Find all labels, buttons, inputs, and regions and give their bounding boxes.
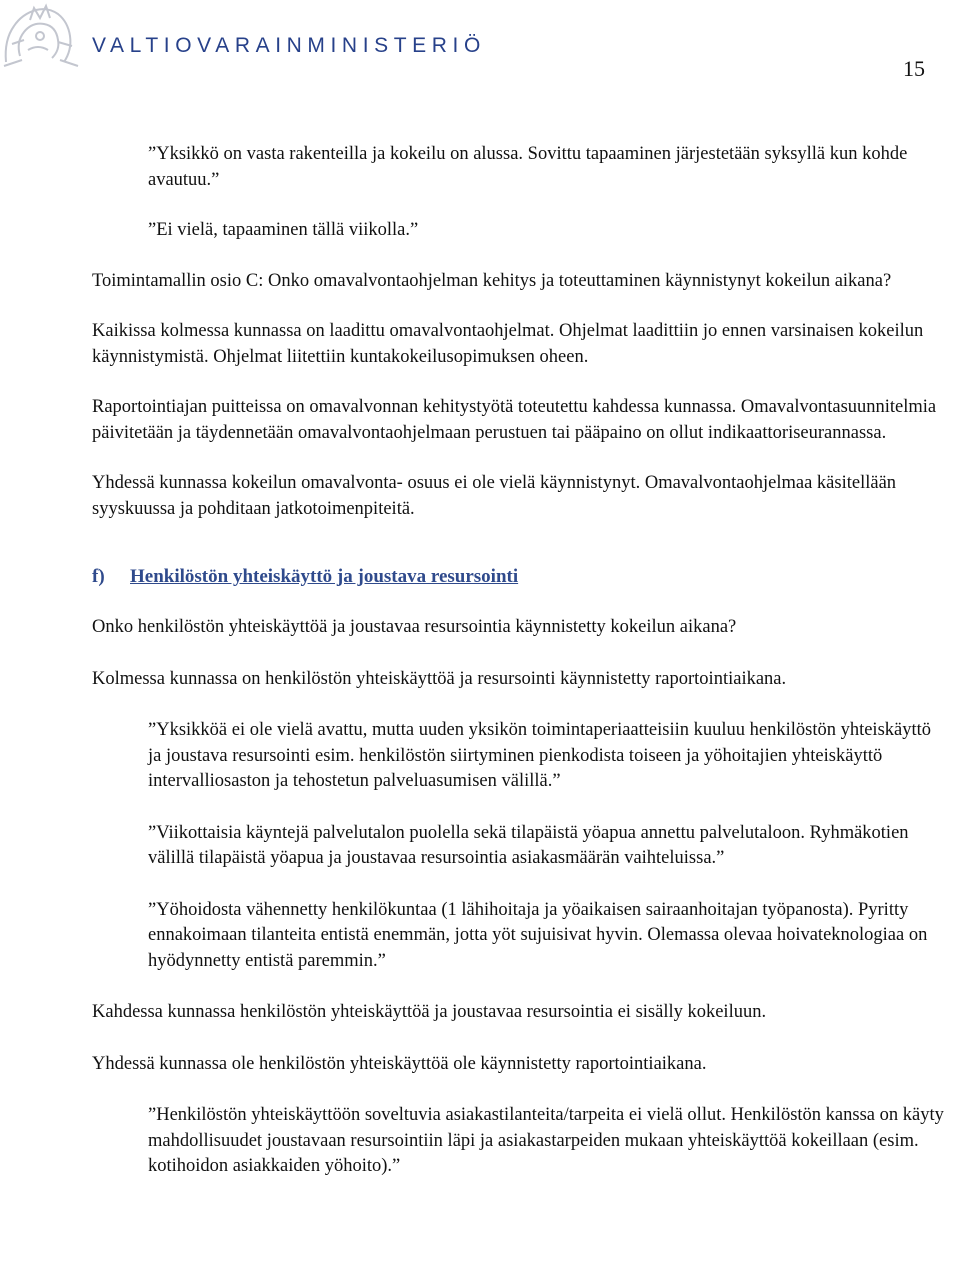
section-marker: f) [92, 566, 105, 587]
quote-paragraph: ”Yksikköä ei ole vielä avattu, mutta uuden yksikön toimintaperiaatteisiin kuuluu henkilöstön yhteiskäyttö ja joustava resursointi esim. henkilöstön siirtyminen pienkodista toiseen ja yöhoitajien yhteiskäyttö intervalliosaston ja tehostetun palveluasumisen välillä.” [148, 720, 932, 791]
quote-paragraph: ”Viikottaisia käyntejä palvelutalon puolella sekä tilapäistä yöapua annettu palvelutaloon. Ryhmäkotien välillä tilapäistä yöapua ja joustavaa resursointia asiakasmäärän vaihteluissa.” [148, 822, 909, 868]
document-body [92, 142, 948, 1180]
section-heading [92, 564, 948, 590]
quote-paragraph: ”Henkilöstön yhteiskäyttöön soveltuvia asiakastilanteita/tarpeita ei vielä ollut. Henkilöstön kanssa on käyty mahdollisuudet joustavaan resursointiin läpi ja asiakastarpeiden mukaan yhteiskäyttöä kokeillaan (esim. kotihoidon asiakkaiden yöhoito).” [148, 1105, 944, 1176]
page-header [0, 0, 960, 90]
quote-paragraph: ”Yöhoidosta vähennetty henkilökuntaa (1 lähihoitaja ja yöaikaisen sairaanhoitajan työpanosta). Pyritty ennakoimaan tilanteita entistä enemmän, jotta yöt sujuisivat hyvin. Olemassa olevaa hoivateknologiaa on hyödynnetty entistä paremmin.” [148, 899, 928, 971]
body-paragraph: Kolmessa kunnassa on henkilöstön yhteiskäyttöä ja resursointi käynnistetty raportointiaikana. [92, 668, 787, 689]
ministry-name: VALTIOVARAINMINISTERIÖ [92, 34, 486, 57]
quote-paragraph: ”Yksikkö on vasta rakenteilla ja kokeilu on alussa. Sovittu tapaaminen järjestetään syksyllä kun kohde avautuu.” [148, 144, 908, 190]
body-paragraph: Yhdessä kunnassa kokeilun omavalvonta- osuus ei ole vielä käynnistynyt. Omavalvontaohjelmaa käsitellään syyskuussa ja pohditaan jatkotoimenpiteitä. [92, 473, 897, 519]
body-paragraph: Kahdessa kunnassa henkilöstön yhteiskäyttöä ja joustavaa resursointia ei sisälly kokeiluun. [92, 1002, 767, 1022]
section-title: Henkilöstön yhteiskäyttö ja joustava resursointi [130, 566, 519, 587]
body-paragraph: Toimintamallin osio C: Onko omavalvontaohjelman kehitys ja toteuttaminen käynnistynyt kokeilun aikana? [92, 270, 892, 291]
quote-paragraph: ”Ei vielä, tapaaminen tällä viikolla.” [148, 220, 419, 240]
lion-crest-icon [0, 0, 82, 70]
page-number: 15 [903, 56, 925, 81]
body-paragraph: Onko henkilöstön yhteiskäyttöä ja joustavaa resursointia käynnistetty kokeilun aikana? [92, 617, 737, 637]
body-paragraph: Raportointiajan puitteissa on omavalvonnan kehitystyötä toteutettu kahdessa kunnassa. Omavalvontasuunnitelmia päivitetään ja täydennetään omavalvontaohjelmaan perustuen tai pääpaino on ollut indikaattoriseurannassa. [92, 397, 937, 443]
body-paragraph: Kaikissa kolmessa kunnassa on laadittu omavalvontaohjelmat. Ohjelmat laadittiin jo ennen varsinaisen kokeilun käynnistymistä. Ohjelmat liitettiin kuntakokeilusopimuksen oheen. [92, 321, 924, 367]
body-paragraph: Yhdessä kunnassa ole henkilöstön yhteiskäyttöä ole käynnistetty raportointiaikana. [92, 1053, 707, 1074]
